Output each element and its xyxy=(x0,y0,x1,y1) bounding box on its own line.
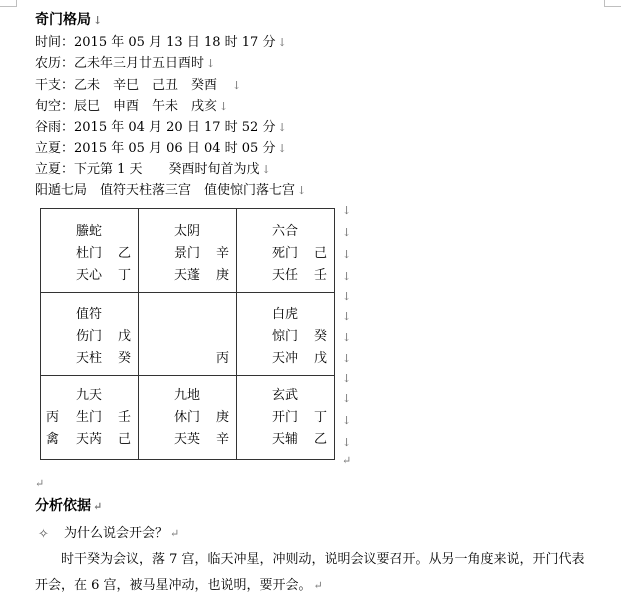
bullet-icon: ✧ xyxy=(38,527,49,542)
info-line-lixia: 立夏：2015 年 05 月 06 日 04 时 05 分 ↓ xyxy=(35,141,287,156)
line-break-mark: ↓ xyxy=(342,204,352,217)
info-line-ju: 阳遁七局 值符天柱落三宫 值使惊门落七宫 ↓ xyxy=(35,183,307,198)
palace-top-left: 螣蛇 杜门 乙 天心 丁 xyxy=(76,224,132,283)
info-line-yuan: 立夏：下元第 1 天 癸酉时旬首为戊 ↓ xyxy=(35,162,271,177)
grid-col-divider xyxy=(236,208,237,460)
palace-bot-left-side: 丙 禽 xyxy=(46,410,60,447)
question-line: 为什么说会开会？ ↵ xyxy=(64,526,180,541)
palace-top-mid: 太阴 景门 辛 天蓬 庚 xyxy=(174,224,230,283)
line-break-mark: ↓ xyxy=(342,310,352,323)
grid-row-divider xyxy=(40,292,335,293)
info-line-ganzhi: 干支：乙未 辛巳 己丑 癸酉 ↓ xyxy=(35,78,242,93)
analysis-heading: 分析依据 ↵ xyxy=(35,498,103,514)
line-break-mark: ↓ xyxy=(342,436,352,449)
palace-mid-right: 白虎 惊门 癸 天冲 戊 xyxy=(272,307,328,366)
line-break-mark: ↓ xyxy=(342,352,352,365)
palace-mid-left: 值符 伤门 戊 天柱 癸 xyxy=(76,307,132,366)
line-break-mark: ↓ xyxy=(342,248,352,261)
margin-corner-mark xyxy=(0,0,17,7)
empty-paragraph: ↵ xyxy=(35,477,45,490)
line-break-mark: ↓ xyxy=(342,226,352,239)
line-break-mark: ↓ xyxy=(342,414,352,427)
line-break-mark: ↓ xyxy=(342,372,352,385)
palace-bot-right: 玄武 开门 丁 天辅 乙 xyxy=(272,388,328,447)
line-break-mark: ↓ xyxy=(342,392,352,405)
line-break-mark: ↓ xyxy=(342,331,352,344)
info-line-guyu: 谷雨：2015 年 04 月 20 日 17 时 52 分 ↓ xyxy=(35,120,287,135)
palace-top-right: 六合 死门 己 天任 壬 xyxy=(272,224,328,283)
info-line-lunar: 农历：乙未年三月廿五日酉时 ↓ xyxy=(35,56,216,71)
doc-title: 奇门格局 ↓ xyxy=(35,12,103,28)
palace-center: 丙 xyxy=(216,351,230,366)
paragraph-mark: ↵ xyxy=(342,454,352,467)
info-line-xunkong: 旬空：辰巳 申酉 午未 戌亥 ↓ xyxy=(35,99,229,114)
margin-corner-mark xyxy=(604,0,621,7)
info-line-time: 时间：2015 年 05 月 13 日 18 时 17 分 ↓ xyxy=(35,35,287,50)
grid-row-divider xyxy=(40,375,335,376)
answer-paragraph: 时干癸为会议，落 7 宫，临天冲星，冲则动，说明会议要召开。从另一角度来说，开门代表开会，在 6 宫，被马星冲动，也说明，要开会。 ↵ xyxy=(35,552,585,593)
palace-bot-mid: 九地 休门 庚 天英 辛 xyxy=(174,388,230,447)
line-break-mark: ↓ xyxy=(342,270,352,283)
grid-col-divider xyxy=(138,208,139,460)
line-break-mark: ↓ xyxy=(342,290,352,303)
palace-bot-left: 九天 生门 壬 天芮 己 xyxy=(76,388,132,447)
